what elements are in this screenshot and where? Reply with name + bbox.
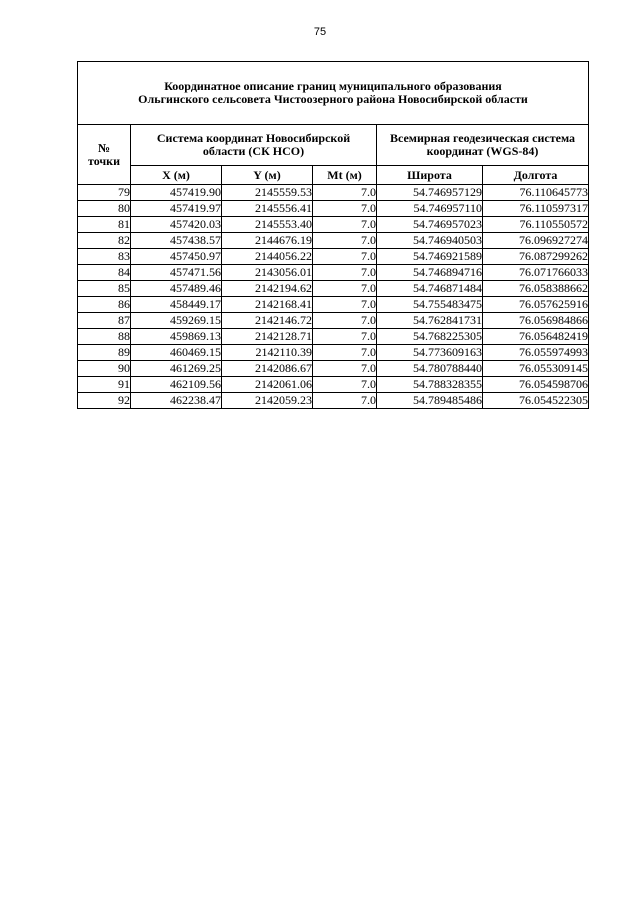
- cell-x: 457419.97: [131, 201, 222, 217]
- cell-longitude: 76.055309145: [483, 361, 589, 377]
- table-row: [78, 217, 589, 233]
- table-row: [78, 297, 589, 313]
- cell-point-number: 84: [78, 265, 131, 281]
- cell-y: 2144056.22: [222, 249, 313, 265]
- table-row: [78, 201, 589, 217]
- table-body: [78, 185, 589, 409]
- cell-x: 462109.56: [131, 377, 222, 393]
- cell-x: 459869.13: [131, 329, 222, 345]
- table-title: [78, 62, 589, 125]
- table-row: [78, 377, 589, 393]
- cell-longitude: 76.054598706: [483, 377, 589, 393]
- cell-y: 2142061.06: [222, 377, 313, 393]
- cell-y: 2142194.62: [222, 281, 313, 297]
- cell-x: 457471.56: [131, 265, 222, 281]
- cell-mt: 7.0: [313, 329, 377, 345]
- cell-mt: 7.0: [313, 249, 377, 265]
- cell-longitude: 76.110550572: [483, 217, 589, 233]
- page-number: 75: [313, 26, 327, 38]
- header-point-number: № точки: [78, 125, 131, 185]
- header-x: X (м): [131, 166, 222, 185]
- table-row: [78, 265, 589, 281]
- cell-y: 2142086.67: [222, 361, 313, 377]
- cell-latitude: 54.788328355: [377, 377, 483, 393]
- cell-mt: 7.0: [313, 265, 377, 281]
- table-row: [78, 185, 589, 201]
- cell-y: 2142128.71: [222, 329, 313, 345]
- cell-y: 2144676.19: [222, 233, 313, 249]
- cell-y: 2145556.41: [222, 201, 313, 217]
- cell-longitude: 76.057625916: [483, 297, 589, 313]
- cell-y: 2142146.72: [222, 313, 313, 329]
- cell-x: 457489.46: [131, 281, 222, 297]
- table-row: [78, 329, 589, 345]
- cell-x: 457450.97: [131, 249, 222, 265]
- cell-point-number: 89: [78, 345, 131, 361]
- header-local-system: Система координат Новосибирской области (СК НСО): [131, 125, 377, 166]
- cell-longitude: 76.056482419: [483, 329, 589, 345]
- cell-mt: 7.0: [313, 217, 377, 233]
- cell-x: 457438.57: [131, 233, 222, 249]
- cell-point-number: 92: [78, 393, 131, 409]
- cell-latitude: 54.768225305: [377, 329, 483, 345]
- cell-mt: 7.0: [313, 361, 377, 377]
- cell-point-number: 81: [78, 217, 131, 233]
- cell-latitude: 54.746871484: [377, 281, 483, 297]
- table-row: [78, 313, 589, 329]
- table-row: [78, 281, 589, 297]
- cell-point-number: 79: [78, 185, 131, 201]
- cell-latitude: 54.746957129: [377, 185, 483, 201]
- cell-longitude: 76.054522305: [483, 393, 589, 409]
- cell-point-number: 87: [78, 313, 131, 329]
- cell-x: 462238.47: [131, 393, 222, 409]
- cell-mt: 7.0: [313, 393, 377, 409]
- cell-mt: 7.0: [313, 345, 377, 361]
- table-row: [78, 361, 589, 377]
- cell-point-number: 82: [78, 233, 131, 249]
- cell-point-number: 91: [78, 377, 131, 393]
- cell-point-number: 86: [78, 297, 131, 313]
- header-longitude: Долгота: [483, 166, 589, 185]
- cell-mt: 7.0: [313, 377, 377, 393]
- coordinates-table: [77, 61, 589, 409]
- cell-mt: 7.0: [313, 313, 377, 329]
- cell-latitude: 54.780788440: [377, 361, 483, 377]
- table-row: [78, 345, 589, 361]
- cell-mt: 7.0: [313, 281, 377, 297]
- cell-point-number: 85: [78, 281, 131, 297]
- cell-longitude: 76.110645773: [483, 185, 589, 201]
- cell-point-number: 83: [78, 249, 131, 265]
- table-row: [78, 249, 589, 265]
- cell-y: 2142059.23: [222, 393, 313, 409]
- cell-latitude: 54.746894716: [377, 265, 483, 281]
- cell-latitude: 54.755483475: [377, 297, 483, 313]
- cell-x: 460469.15: [131, 345, 222, 361]
- cell-y: 2145553.40: [222, 217, 313, 233]
- cell-longitude: 76.055974993: [483, 345, 589, 361]
- cell-x: 457420.03: [131, 217, 222, 233]
- cell-point-number: 90: [78, 361, 131, 377]
- cell-point-number: 80: [78, 201, 131, 217]
- cell-y: 2142168.41: [222, 297, 313, 313]
- cell-x: 461269.25: [131, 361, 222, 377]
- cell-y: 2143056.01: [222, 265, 313, 281]
- table-row: [78, 233, 589, 249]
- cell-y: 2142110.39: [222, 345, 313, 361]
- header-latitude: Широта: [377, 166, 483, 185]
- cell-latitude: 54.746957023: [377, 217, 483, 233]
- cell-mt: 7.0: [313, 233, 377, 249]
- cell-longitude: 76.058388662: [483, 281, 589, 297]
- cell-mt: 7.0: [313, 201, 377, 217]
- cell-x: 457419.90: [131, 185, 222, 201]
- cell-latitude: 54.773609163: [377, 345, 483, 361]
- cell-longitude: 76.056984866: [483, 313, 589, 329]
- header-mt: Mt (м): [313, 166, 377, 185]
- cell-latitude: 54.746921589: [377, 249, 483, 265]
- table-title-line-2: Ольгинского сельсовета Чистоозерного района Новосибирской области: [138, 92, 528, 106]
- cell-x: 459269.15: [131, 313, 222, 329]
- cell-x: 458449.17: [131, 297, 222, 313]
- cell-latitude: 54.789485486: [377, 393, 483, 409]
- table-title-line-1: Координатное описание границ муниципального образования: [164, 79, 502, 93]
- header-y: Y (м): [222, 166, 313, 185]
- header-wgs84-system: Всемирная геодезическая система координат (WGS-84): [377, 125, 589, 166]
- table-row: [78, 393, 589, 409]
- cell-mt: 7.0: [313, 185, 377, 201]
- cell-latitude: 54.762841731: [377, 313, 483, 329]
- cell-point-number: 88: [78, 329, 131, 345]
- cell-longitude: 76.110597317: [483, 201, 589, 217]
- cell-y: 2145559.53: [222, 185, 313, 201]
- cell-longitude: 76.096927274: [483, 233, 589, 249]
- cell-longitude: 76.071766033: [483, 265, 589, 281]
- cell-longitude: 76.087299262: [483, 249, 589, 265]
- cell-latitude: 54.746940503: [377, 233, 483, 249]
- cell-mt: 7.0: [313, 297, 377, 313]
- cell-latitude: 54.746957110: [377, 201, 483, 217]
